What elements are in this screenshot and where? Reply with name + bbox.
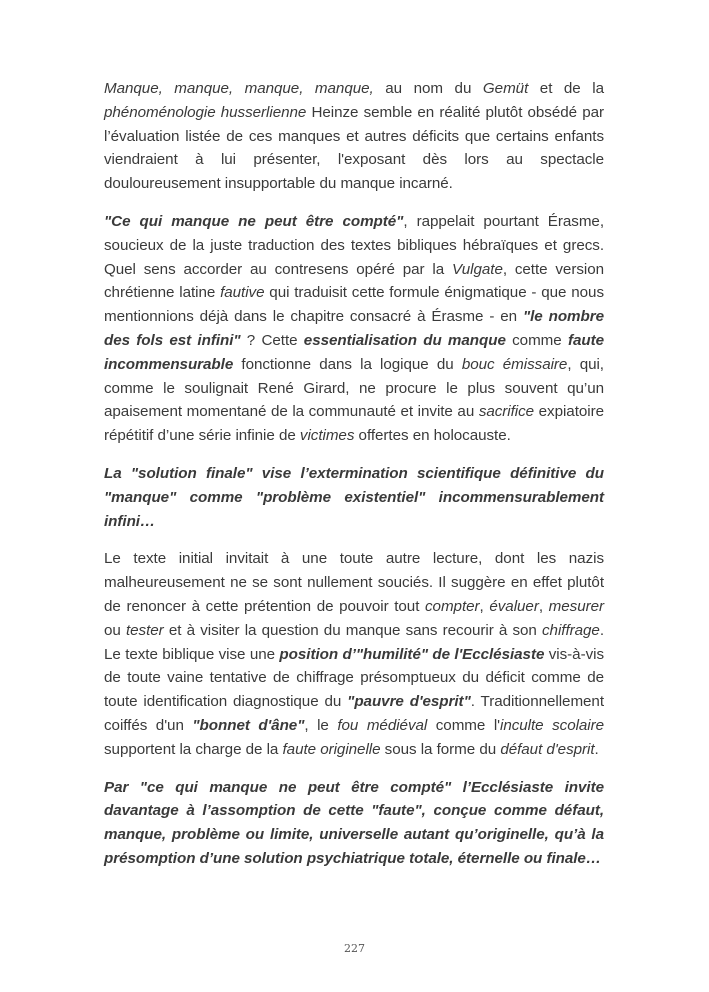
text-span: compter: [425, 597, 480, 615]
text-span: , cette version chrétienne latine: [104, 260, 604, 302]
text-span: offertes en holocauste.: [354, 427, 511, 445]
text-span: "le nombre des fols est infini": [104, 308, 604, 349]
paragraph-2: [104, 210, 604, 448]
text-span: , qui, comme le soulignait René Girard, ne procure le plus souvent qu’un apaisement momentané de la communauté et invite au: [104, 355, 604, 421]
text-span: essentialisation du manque: [303, 331, 506, 349]
text-span: Heinze semble en réalité plutôt obsédé par l’évaluation listée de ces manques et autres déficits que certains enfants viendraient à lui présenter, l'exposant dès lors au spectacle douloureusement insupportable du manque incarné.: [104, 103, 604, 193]
text-span: fou médiéval: [337, 716, 428, 734]
text-span: . Traditionnellement coiffés d'un: [104, 693, 605, 734]
text-span: .: [594, 740, 599, 758]
text-span: comme: [505, 331, 568, 349]
text-span: évaluer: [489, 597, 539, 615]
text-span: "pauvre d'esprit": [347, 693, 471, 711]
text-span: phénoménologie husserlienne: [104, 103, 307, 121]
text-span: "Ce qui manque ne peut être compté": [104, 212, 404, 230]
text-span: Le texte initial invitait à une toute autre lecture, dont les nazis malheureusement ne se sont nullement souciés. Il suggère en effet plutôt de renoncer à cette prétention de pouvoir tout: [104, 550, 604, 615]
text-span: comme l': [427, 716, 501, 734]
text-span: . Le texte biblique vise une: [104, 621, 604, 663]
paragraph-5: Par "ce qui manque ne peut être compté" l’Ecclésiaste invite davantage à l’assomption de cette "faute", conçue comme défaut, manque, problème ou limite, universelle autant qu’originelle, qu’à la présomption d’une solution psychiatrique totale, éternelle ou finale…: [104, 778, 604, 867]
text-span: ou: [104, 621, 126, 639]
text-span: et à visiter la question du manque sans recourir à son: [163, 621, 543, 639]
text-span: expiatoire répétitif d’une série infinie de: [104, 403, 605, 445]
text-span: Gemüt: [482, 80, 529, 97]
page-number: 227: [344, 942, 365, 955]
text-span: chiffrage: [542, 621, 600, 639]
text-span: tester: [125, 621, 164, 639]
text-span: ,: [538, 597, 549, 615]
text-span: qui traduisit cette formule énigmatique - que nous mentionnions déjà dans le chapitre consacré à Érasme - en: [104, 284, 604, 326]
paragraph-4: [104, 547, 604, 761]
text-span: et de la: [528, 80, 604, 97]
text-span: "bonnet d'âne": [192, 716, 305, 734]
text-span: Manque, manque, manque, manque,: [104, 80, 374, 97]
text-span: position d’"humilité" de l'Ecclésiaste: [279, 645, 545, 663]
text-span: Vulgate: [451, 260, 503, 278]
paragraph-1: [104, 77, 604, 196]
text-span: ,: [479, 597, 490, 615]
text-span: victimes: [299, 427, 355, 445]
text-span: supportent la charge de la: [104, 740, 283, 758]
text-span: au nom du: [373, 80, 483, 97]
text-span: ? Cette: [240, 331, 304, 349]
text-span: fautive: [220, 284, 265, 302]
text-span: , le: [304, 716, 338, 734]
page-body: [104, 77, 604, 885]
text-span: fonctionne dans la logique du: [233, 355, 462, 373]
text-span: sous la forme du: [380, 740, 501, 758]
text-span: mesurer: [548, 597, 605, 615]
paragraph-3: La "solution finale" vise l’extermination scientifique définitive du "manque" comme "problème existentiel" incommensurablement infini…: [104, 464, 604, 530]
text-span: vis-à-vis de toute vaine tentative de chiffrage présomptueux du déficit comme de toute identification diagnostique du: [104, 645, 604, 711]
text-span: , rappelait pourtant Érasme, soucieux de la juste traduction des textes bibliques hébraïques et grecs. Quel sens accorder au contresens opéré par la: [104, 212, 605, 278]
text-span: inculte scolaire: [500, 716, 605, 734]
text-span: faute incommensurable: [104, 331, 604, 373]
text-span: défaut d'esprit: [500, 740, 595, 758]
text-span: sacrifice: [478, 403, 535, 421]
text-span: faute originelle: [282, 740, 381, 758]
text-span: bouc émissaire: [461, 355, 568, 373]
